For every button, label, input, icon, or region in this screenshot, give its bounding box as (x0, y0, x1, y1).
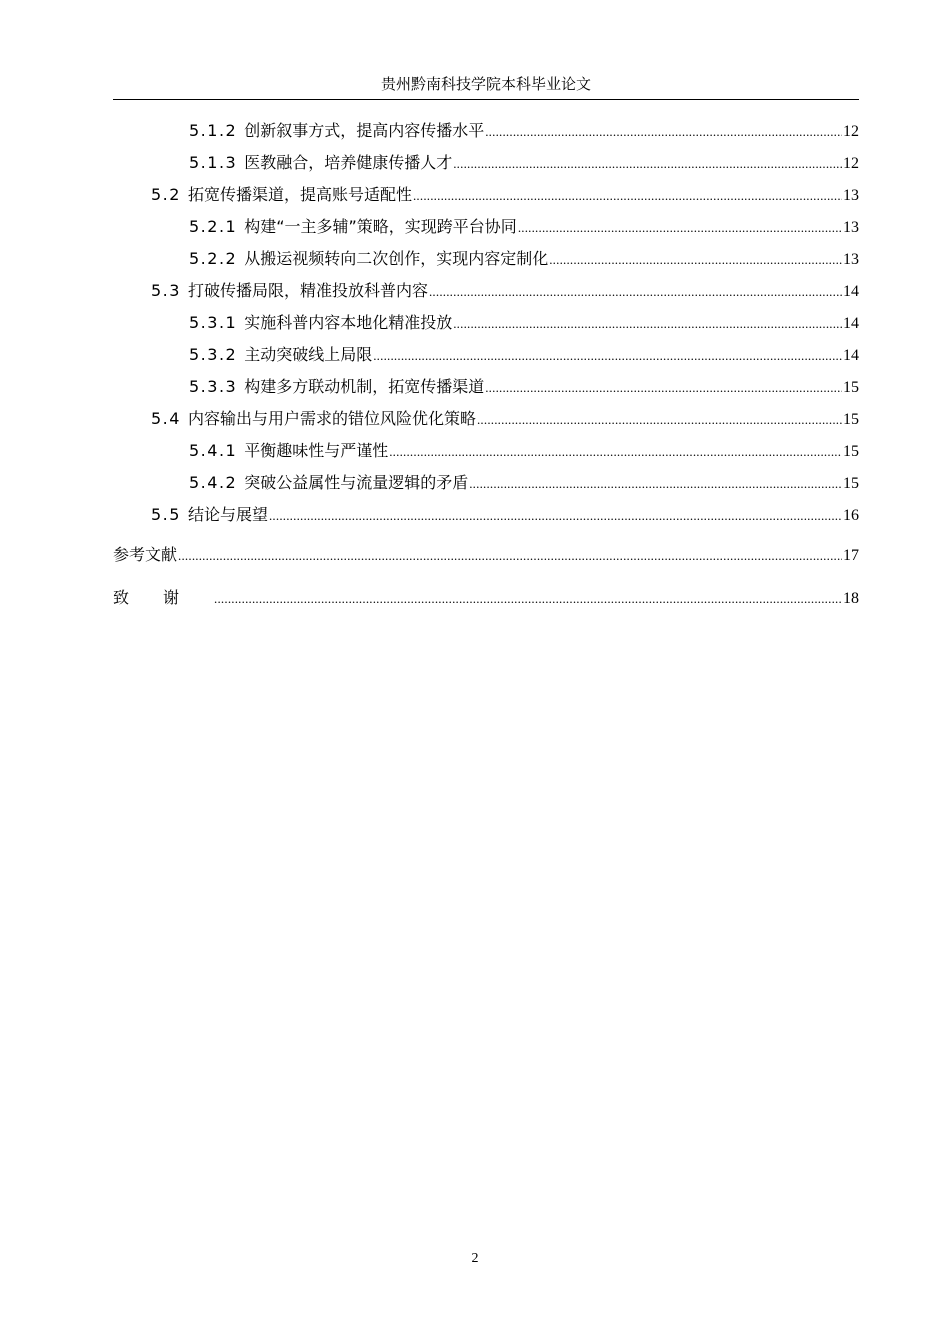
toc-entry-5-3-3[interactable] (189, 376, 859, 398)
toc-entry-references[interactable] (113, 544, 859, 566)
toc-entry-page: 13 (843, 251, 859, 268)
toc-entry-page: 14 (843, 315, 859, 332)
toc-entry-title: 参考文献 (113, 545, 178, 564)
toc-dot-leader (485, 121, 842, 143)
toc-entry-5-3[interactable] (151, 280, 859, 302)
toc-entry-page: 14 (843, 283, 859, 300)
toc-entry-page: 15 (843, 475, 859, 492)
toc-entry-title: 创新叙事方式，提高内容传播水平 (244, 121, 485, 140)
page-header-title: 贵州黔南科技学院本科毕业论文 (380, 75, 591, 93)
header-divider (113, 99, 859, 100)
toc-entry-page: 14 (843, 347, 859, 364)
toc-entry-title: 医教融合，培养健康传播人才 (244, 153, 453, 172)
toc-entry-title: 拓宽传播渠道，提高账号适配性 (187, 185, 412, 204)
toc-entry-5-4-2[interactable] (189, 472, 859, 494)
toc-dot-leader (485, 377, 842, 399)
toc-entry-number: 5.1.3 (189, 153, 238, 172)
toc-entry-page: 12 (843, 155, 859, 172)
toc-entry-number: 5.4.2 (189, 473, 238, 492)
toc-entry-5-2-1[interactable] (189, 216, 859, 238)
toc-entry-acknowledgements[interactable] (113, 587, 859, 609)
toc-entry-title: 打破传播局限，精准投放科普内容 (187, 281, 428, 300)
toc-entry-5-1-3[interactable] (189, 152, 859, 174)
toc-entry-page: 18 (843, 590, 859, 607)
toc-entry-title: 平衡趣味性与严谨性 (244, 441, 389, 460)
toc-dot-leader (477, 409, 842, 431)
toc-entry-5-4-1[interactable] (189, 440, 859, 462)
toc-entry-title: 从搬运视频转向二次创作，实现内容定制化 (244, 249, 549, 268)
toc-entry-title: 结论与展望 (187, 505, 268, 524)
toc-dot-leader (469, 473, 842, 495)
toc-entry-title: 突破公益属性与流量逻辑的矛盾 (244, 473, 469, 492)
toc-entry-number: 5.3.2 (189, 345, 238, 364)
toc-entry-title: 主动突破线上局限 (244, 345, 373, 364)
toc-entry-page: 12 (843, 123, 859, 140)
toc-dot-leader (429, 281, 842, 303)
toc-entry-number: 5.3.1 (189, 313, 238, 332)
toc-dot-leader (373, 345, 842, 367)
toc-entry-5-5[interactable] (151, 504, 859, 526)
toc-entry-title: 致谢 (113, 588, 214, 607)
toc-entry-number: 5.4.1 (189, 441, 238, 460)
toc-entry-page: 17 (843, 547, 859, 564)
toc-dot-leader (269, 505, 842, 527)
toc-dot-leader (178, 545, 842, 567)
page-number: 2 (471, 1251, 479, 1266)
toc-entry-title: 构建“一主多辅”策略，实现跨平台协同 (244, 217, 517, 236)
toc-dot-leader (453, 313, 842, 335)
toc-dot-leader (413, 185, 842, 207)
toc-entry-5-2[interactable] (151, 184, 859, 206)
toc-entry-number: 5.2.1 (189, 217, 238, 236)
toc-entry-5-2-2[interactable] (189, 248, 859, 270)
toc-entry-number: 5.5 (151, 505, 181, 524)
toc-entry-number: 5.1.2 (189, 121, 238, 140)
toc-entry-page: 13 (843, 187, 859, 204)
toc-entry-5-1-2[interactable] (189, 120, 859, 142)
toc-entry-title: 构建多方联动机制，拓宽传播渠道 (244, 377, 485, 396)
toc-entry-number: 5.3.3 (189, 377, 238, 396)
toc-entry-page: 15 (843, 379, 859, 396)
toc-entry-page: 15 (843, 443, 859, 460)
toc-dot-leader (549, 249, 842, 271)
toc-entry-title: 实施科普内容本地化精准投放 (244, 313, 453, 332)
toc-dot-leader (214, 588, 842, 610)
toc-entry-number: 5.3 (151, 281, 181, 300)
toc-entry-5-3-1[interactable] (189, 312, 859, 334)
toc-entry-number: 5.2 (151, 185, 181, 204)
toc-entry-page: 15 (843, 411, 859, 428)
toc-dot-leader (518, 217, 842, 239)
toc-entry-title: 内容输出与用户需求的错位风险优化策略 (187, 409, 476, 428)
toc-entry-number: 5.4 (151, 409, 181, 428)
toc-entry-page: 13 (843, 219, 859, 236)
toc-entry-number: 5.2.2 (189, 249, 238, 268)
toc-dot-leader (389, 441, 842, 463)
toc-dot-leader (453, 153, 842, 175)
toc-entry-5-4[interactable] (151, 408, 859, 430)
toc-entry-page: 16 (843, 507, 859, 524)
toc-entry-5-3-2[interactable] (189, 344, 859, 366)
